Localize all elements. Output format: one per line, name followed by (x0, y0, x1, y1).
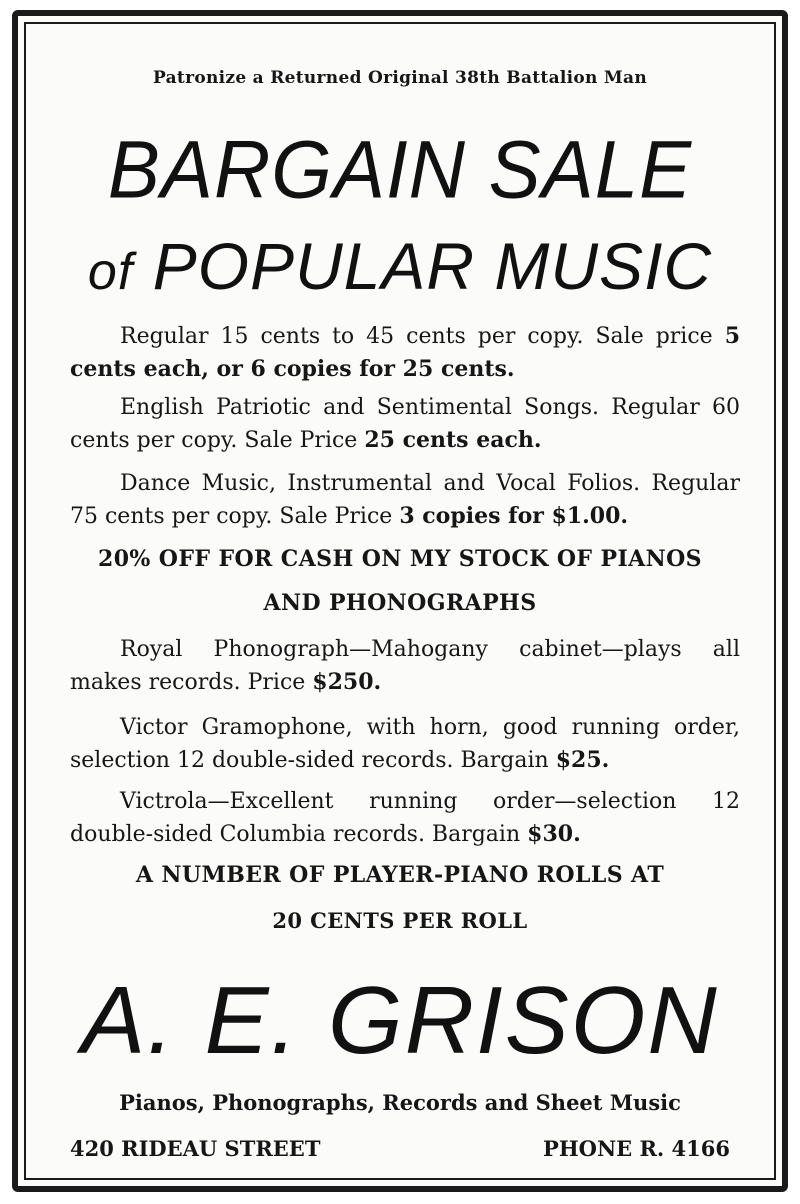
paragraph-price: 3 copies for $1.00. (399, 503, 629, 529)
sale-paragraph-dance-music (70, 468, 740, 533)
advertisement (12, 10, 788, 1192)
item-royal-phonograph (70, 634, 740, 699)
offer-heading-line1: 20% OFF FOR CASH ON MY STOCK OF PIANOS (98, 546, 702, 572)
item-text: Victrola—Excellent running order—selection 12 double-sided Columbia records. Bargain (70, 789, 740, 847)
dealer-phone: PHONE R. 4166 (543, 1136, 730, 1161)
rolls-heading-line1: A NUMBER OF PLAYER-PIANO ROLLS AT (135, 862, 665, 888)
paragraph-price: 25 cents each. (364, 427, 542, 453)
rolls-heading-line2: 20 CENTS PER ROLL (272, 908, 528, 933)
headline-popular-music (18, 228, 782, 304)
paragraph-text: English Patriotic and Sentimental Songs. Regular 60 cents per copy. Sale Price (70, 395, 740, 453)
sale-paragraph-sheet-music (70, 320, 740, 386)
headline-bargain-sale: BARGAIN SALE (107, 122, 693, 216)
item-price: $25. (555, 747, 610, 773)
headline-of: of (87, 243, 134, 301)
item-victrola (70, 786, 740, 851)
paragraph-text: Dance Music, Instrumental and Vocal Folios. Regular 75 cents per copy. Sale Price (70, 471, 740, 529)
paragraph-text: Regular 15 cents to 45 cents per copy. Sale price (120, 324, 713, 349)
dealer-subline: Pianos, Phonographs, Records and Sheet Music (119, 1090, 681, 1115)
dealer-name: A. E. GRISON (81, 967, 719, 1074)
sale-paragraph-patriotic-songs (70, 392, 740, 457)
paragraph-price: 5 cents each, or 6 copies for 25 cents. (70, 323, 740, 382)
item-text: Victor Gramophone, with horn, good running order, selection 12 double-sided records. Bargain (70, 715, 740, 773)
tagline: Patronize a Returned Original 38th Battalion Man (152, 68, 648, 88)
item-price: $250. (312, 669, 382, 695)
item-text: Royal Phonograph—Mahogany cabinet—plays all makes records. Price (70, 637, 740, 695)
dealer-address: 420 RIDEAU STREET (70, 1136, 321, 1161)
item-price: $30. (527, 821, 581, 847)
item-victor-gramophone (70, 712, 740, 777)
headline-popular-music-text: POPULAR MUSIC (152, 229, 713, 303)
offer-heading-line2: AND PHONOGRAPHS (263, 590, 537, 616)
